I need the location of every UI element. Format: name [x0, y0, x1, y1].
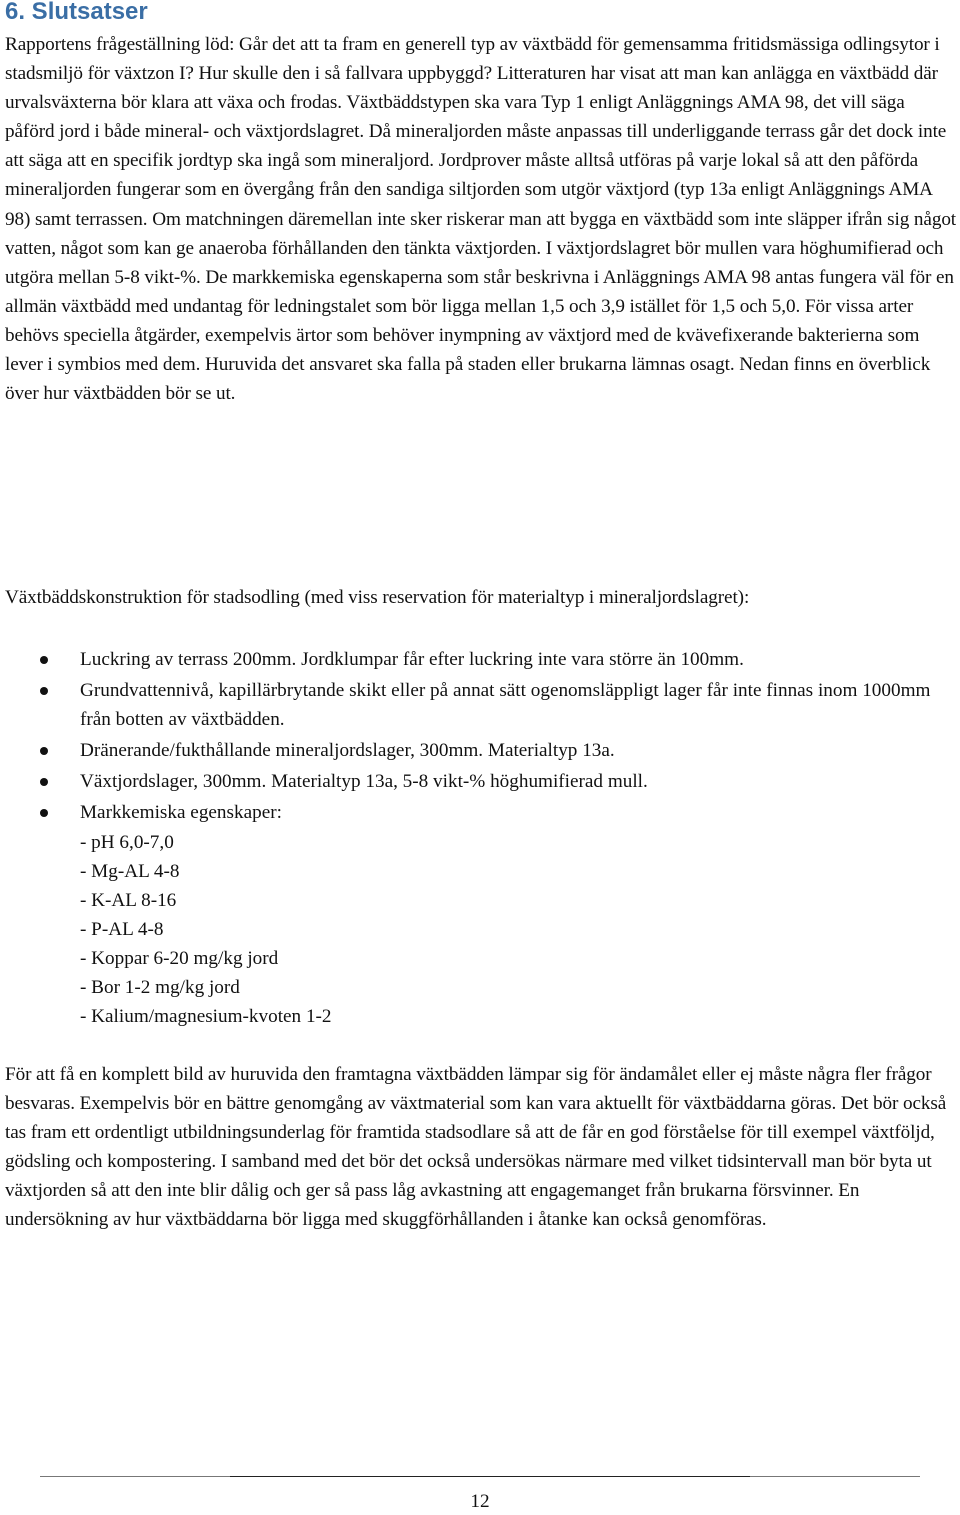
bullet-text: Grundvattennivå, kapillärbrytande skikt eller på annat sätt ogenomsläppligt lager får inte finnas inom 1000mm från botten av växtbädden. [80, 680, 931, 731]
bullet-text: Växtjordslager, 300mm. Materialtyp 13a, 5-8 vikt-% höghumifierad mull. [80, 771, 648, 793]
property-bor: - Bor 1-2 mg/kg jord [80, 977, 240, 999]
construction-bullet-list [0, 645, 957, 1031]
property-koppar: - Koppar 6-20 mg/kg jord [80, 947, 279, 969]
property-kalium-magnesium: - Kalium/magnesium-kvoten 1-2 [80, 1006, 332, 1028]
paragraph-further-questions: För att få en komplett bild av huruvida den framtagna växtbädden lämpar sig för ändamålet eller ej måste några fler frågor besvaras. Exempelvis bör en bättre genomgång av växtmaterial som kan vara aktuellt för växtbäddarna göras. Det bör också tas fram ett ordentligt utbildningsunderlag för framtida stadsodlare så att de får en god förståelse för till exempel växtföljd, gödsling och kompostering. I samband med det bör det också undersökas närmare med vilket tidsintervall man bör byta ut växtjorden så att den inte blir dålig och ger så pass låg avkastning att engagemanget från brukarna försvinner. En undersökning av hur växtbäddarna bör ligga med skuggförhållanden i åtanke kan också genomföras. [5, 1064, 947, 1231]
bullet-item [0, 767, 957, 796]
bullet-text: Dränerande/fukthållande mineraljordslager, 300mm. Materialtyp 13a. [80, 740, 615, 762]
bullet-dot-icon [40, 809, 48, 817]
property-ph: - pH 6,0-7,0 [80, 831, 174, 853]
bullet-item [0, 676, 957, 734]
bullet-item [0, 645, 957, 674]
bullet-item [0, 736, 957, 765]
page-number: 12 [470, 1491, 490, 1512]
bullet-dot-icon [40, 747, 48, 755]
bullet-dot-icon [40, 778, 48, 786]
paragraph-research-question: Rapportens frågeställning löd: Går det att ta fram en generell typ av växtbädd för gemensamma fritidsmässiga odlingsytor i stadsmiljö för växtzon I? Hur skulle den i så fallvara uppbyggd? Litteraturen har visat att man kan anlägga en växtbädd där urvalsväxterna bör klara att växa och frodas. Växtbäddstypen ska vara Typ 1 enligt Anläggnings AMA 98, det vill säga påförd jord i både mineral- och växtjordslagret. Då mineraljorden måste anpassas till underliggande terrass går det dock inte att säga att en specifik jordtyp ska ingå som mineraljord. Jordprover måste alltså utföras på varje lokal så att den påförda mineraljorden fungerar som en övergång från den sandiga siltjorden som utgör växtjord (typ 13a enligt Anläggnings AMA 98) samt terrassen. Om matchningen däremellan inte sker riskerar man att bygga en växtbädd som inte släpper ifrån sig något vatten, något som kan ge anaeroba förhållanden den tänkta växtjorden. I växtjordslagret bör mullen vara höghumifierad och utgöra mellan 5-8 vikt-%. De markkemiska egenskaperna som står beskrivna i Anläggnings AMA 98 antas fungera väl för en allmän växtbädd med undantag för ledningstalet som bör ligga mellan 1,5 och 3,9 istället för 1,5 och 5,0. För vissa arter behövs speciella åtgärder, exempelvis ärtor som behöver inympning av växtjord med de kvävefixerande bakterierna som lever i symbios med dem. Huruvida det ansvaret ska falla på staden eller brukarna lämnas osagt. Nedan finns en överblick över hur växtbädden bör se ut. [5, 34, 957, 405]
property-k-al: - K-AL 8-16 [80, 889, 177, 911]
bullet-item [0, 798, 957, 1031]
bullet-text: Luckring av terrass 200mm. Jordklumpar får efter luckring inte vara större än 100mm. [80, 649, 744, 670]
paragraph-construction-intro: Växtbäddskonstruktion för stadsodling (med viss reservation för materialtyp i mineraljordslagret): [5, 587, 750, 608]
section-heading: 6. Slutsatser [5, 0, 148, 25]
footer-divider-accent [230, 1476, 750, 1477]
property-mg-al: - Mg-AL 4-8 [80, 860, 180, 882]
bullet-text: Markkemiska egenskaper: [80, 802, 282, 824]
bullet-dot-icon [40, 656, 48, 664]
bullet-dot-icon [40, 687, 48, 695]
property-p-al: - P-AL 4-8 [80, 918, 164, 940]
